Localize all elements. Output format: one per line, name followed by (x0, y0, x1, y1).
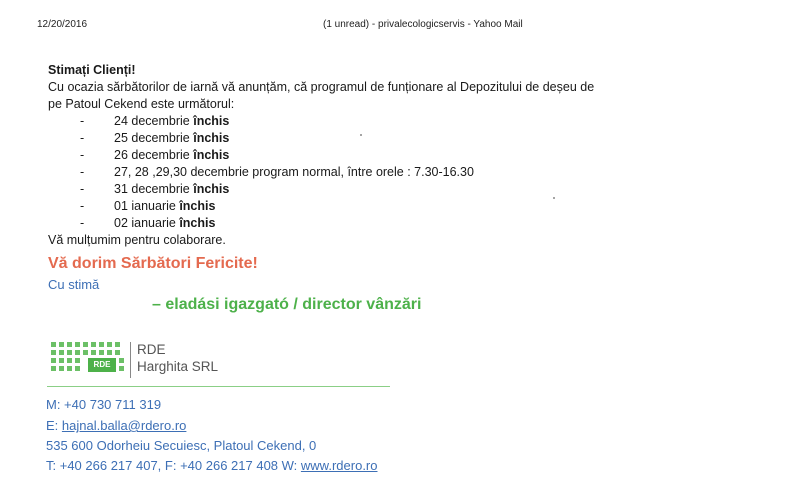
website-link[interactable]: www.rdero.ro (300, 458, 378, 473)
scan-speck (553, 197, 555, 199)
print-date: 12/20/2016 (37, 19, 88, 30)
item-date: 26 decembrie (114, 148, 194, 162)
item-date: 27, 28 ,29,30 decembrie program normal, între orele : 7.30-16.30 (114, 165, 474, 179)
list-item (48, 130, 648, 147)
company-name-line-2: Harghita SRL (137, 359, 219, 374)
list-item-text (114, 164, 474, 181)
list-dash: - (80, 199, 85, 213)
signature-role: – eladási igazgató / director vânzări (152, 296, 422, 313)
item-date: 01 ianuarie (114, 199, 180, 213)
email-link[interactable]: hajnal.balla@rdero.ro (61, 418, 187, 433)
signature-divider (47, 386, 390, 387)
list-item-text (114, 198, 215, 215)
item-status: închis (179, 199, 216, 213)
item-status: închis (179, 216, 216, 230)
contact-mobile: M: +40 730 711 319 (46, 397, 162, 412)
list-item (48, 113, 648, 130)
item-date: 25 decembrie (114, 131, 194, 145)
list-item-text (114, 147, 229, 164)
thanks-line: Vă mulțumim pentru colaborare. (48, 233, 226, 247)
logo-divider (130, 342, 131, 378)
list-dash: - (80, 131, 85, 145)
list-item (48, 198, 648, 215)
list-dash: - (80, 165, 85, 179)
company-name-line-1: RDE (137, 342, 166, 357)
regards: Cu stimă (48, 277, 100, 292)
list-dash: - (80, 148, 85, 162)
list-item (48, 215, 648, 232)
list-item (48, 181, 648, 198)
contact-phones-row (46, 458, 377, 473)
list-item-text (114, 215, 215, 232)
greeting: Stimați Clienți! (48, 63, 136, 77)
contact-address: 535 600 Odorheiu Secuiesc, Platoul Cekend, 0 (46, 438, 317, 453)
letter-body (48, 62, 648, 249)
list-item (48, 147, 648, 164)
holiday-wish: Vă dorim Sărbători Fericite! (48, 255, 258, 272)
item-date: 02 ianuarie (114, 216, 180, 230)
contact-email-row (46, 418, 186, 433)
scan-speck (360, 134, 362, 136)
schedule-list (48, 113, 648, 232)
logo-badge: RDE (88, 358, 116, 372)
company-logo (51, 342, 251, 382)
item-status: închis (193, 182, 230, 196)
intro-line-2: pe Patoul Cekend este următorul: (48, 97, 235, 111)
phone-fax-text: T: +40 266 217 407, F: +40 266 217 408 W: (46, 458, 301, 473)
list-item-text (114, 130, 229, 147)
item-status: închis (193, 114, 230, 128)
item-status: închis (193, 131, 230, 145)
item-status: închis (193, 148, 230, 162)
intro-line-1: Cu ocazia sărbătorilor de iarnă vă anunțăm, că programul de funționare al Depozitului de deșeu de (48, 80, 595, 94)
list-dash: - (80, 114, 85, 128)
list-dash: - (80, 182, 85, 196)
item-date: 31 decembrie (114, 182, 194, 196)
list-dash: - (80, 216, 85, 230)
print-title: (1 unread) - privalecologicservis - Yahoo Mail (323, 19, 523, 30)
item-date: 24 decembrie (114, 114, 194, 128)
email-prefix: E: (46, 418, 62, 433)
list-item (48, 164, 648, 181)
list-item-text (114, 113, 229, 130)
list-item-text (114, 181, 229, 198)
